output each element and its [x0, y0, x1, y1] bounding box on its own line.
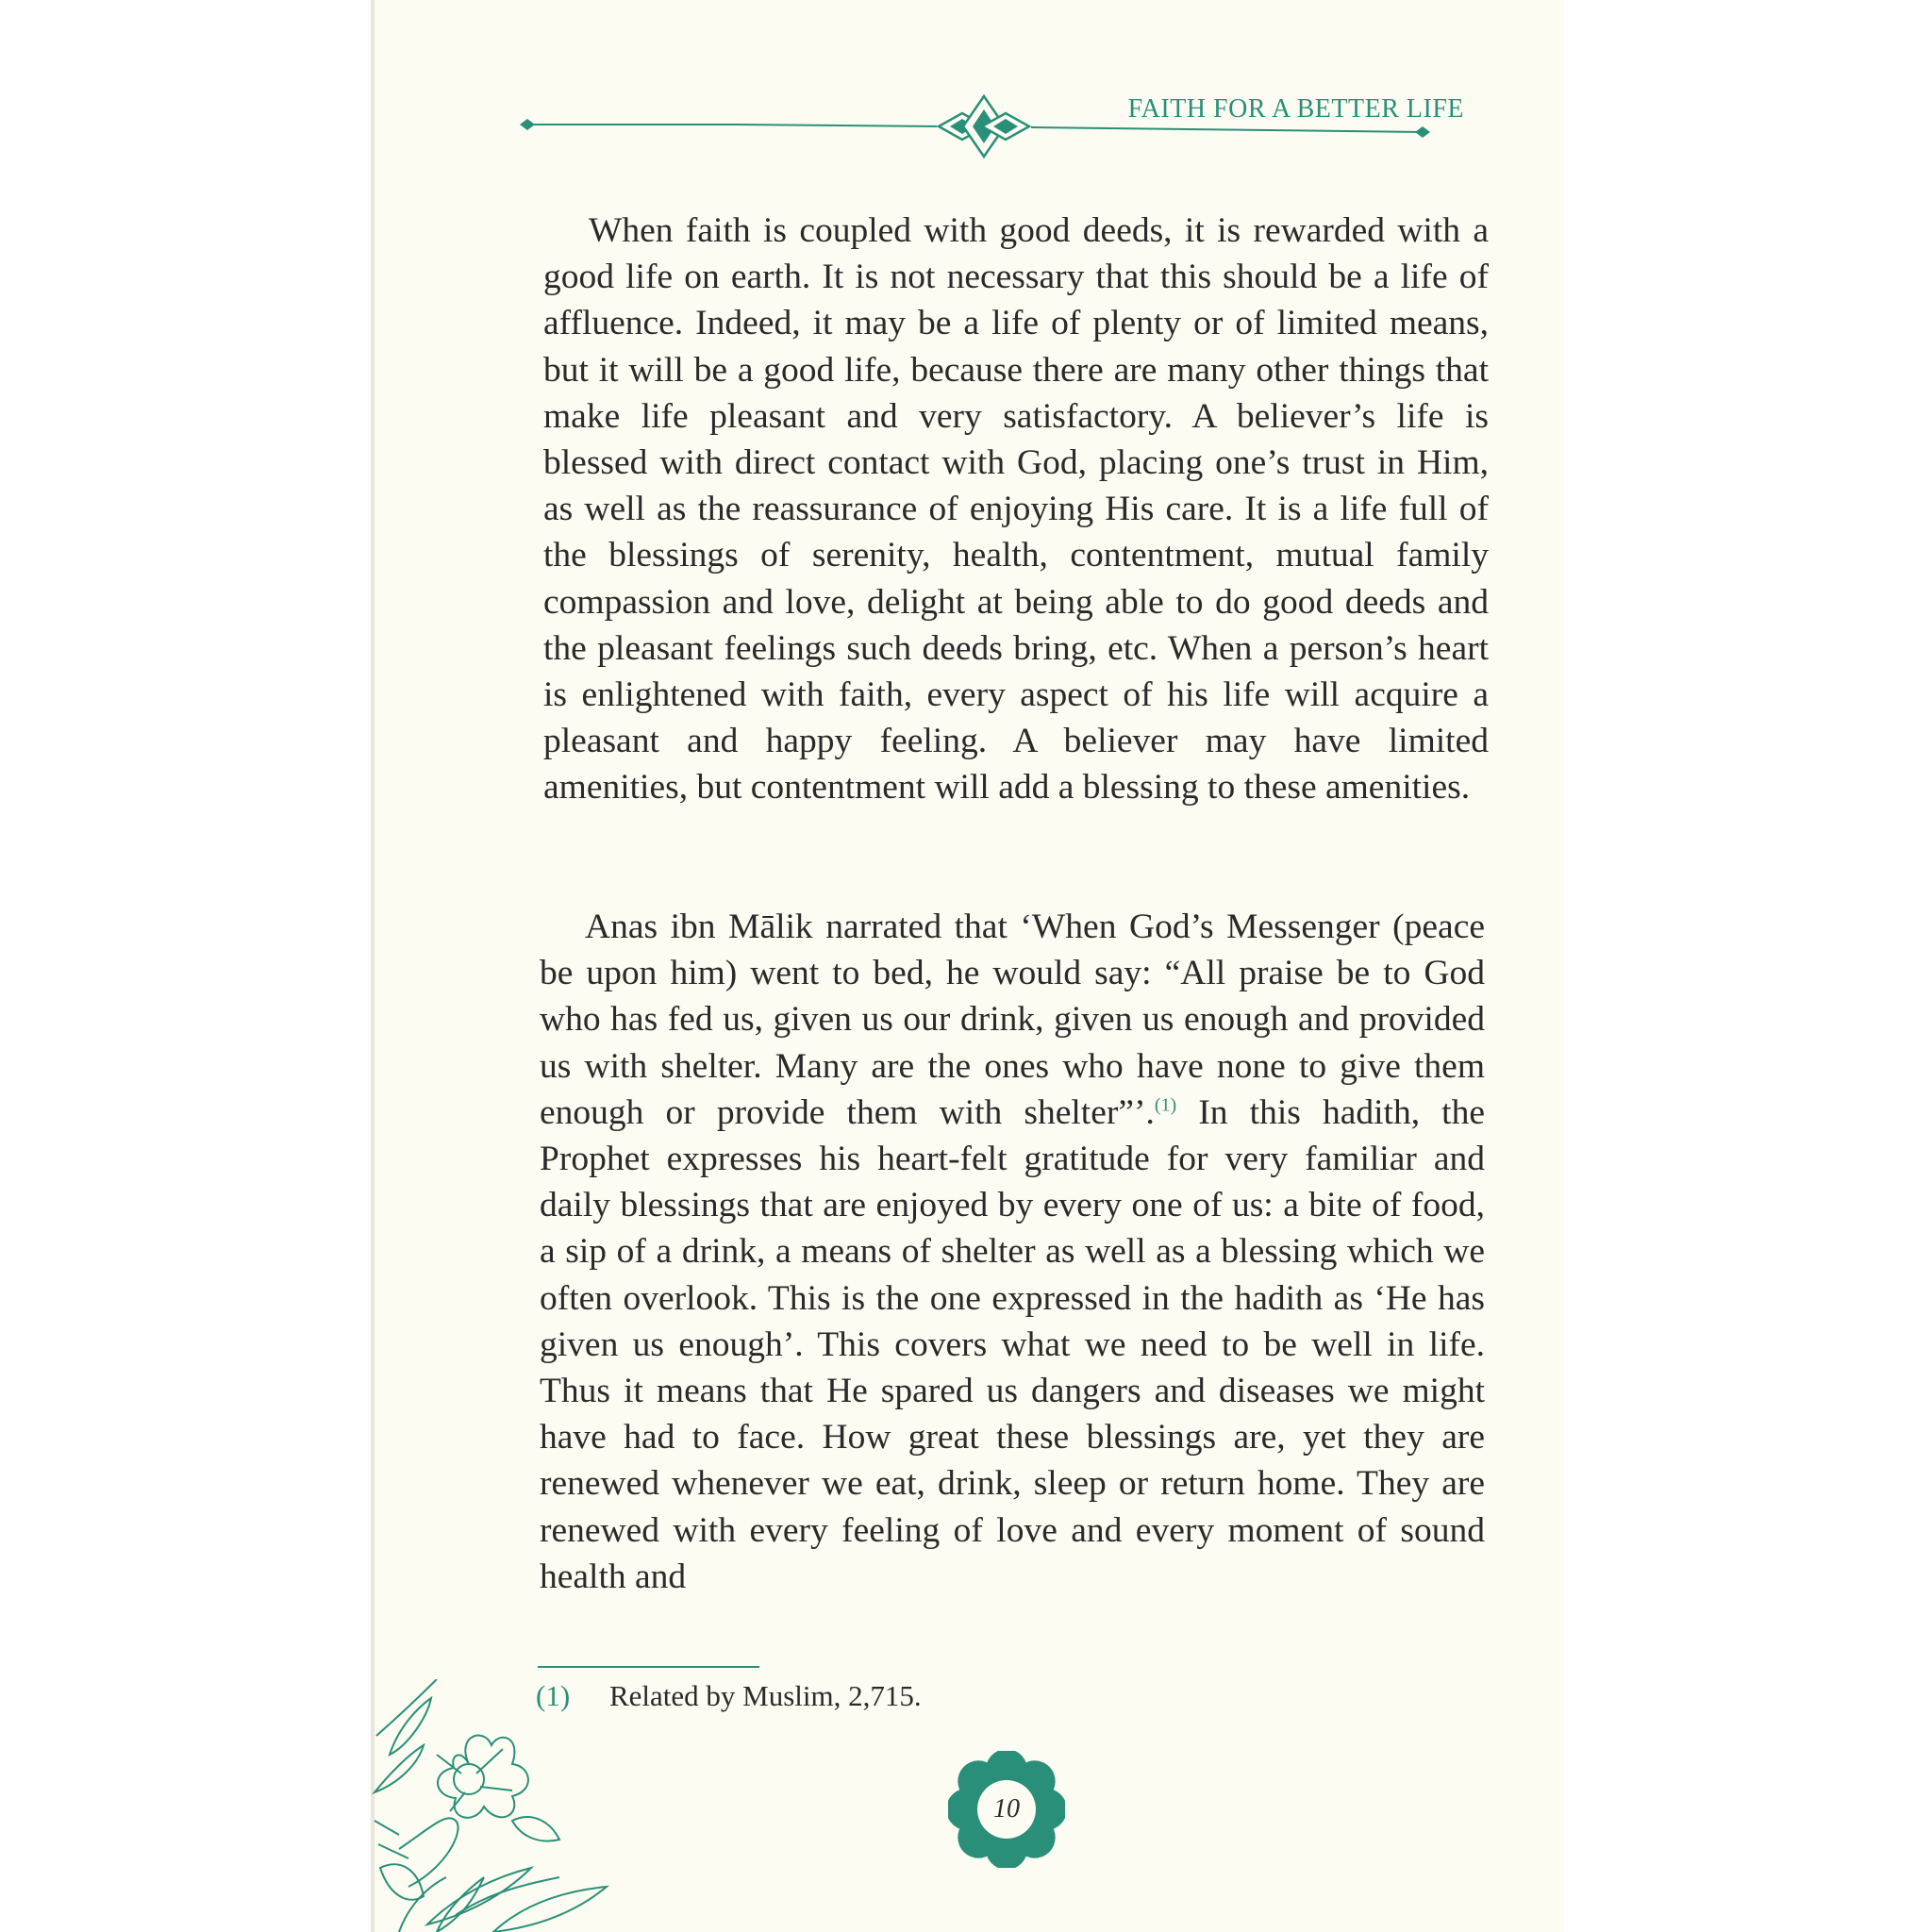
book-page: [371, 0, 1564, 1932]
paragraph-2-part-1: Anas ibn Mālik narrated that ‘When God’s Messenger (peace be upon him) went to bed, he would say: “All praise be to God who has fed us, given us our drink, given us enough and provided us with shelter. Many are the ones who have none to give them enough or provide them with shelter”’.: [540, 908, 1485, 1132]
paragraph-2-part-2: In this hadith, the Prophet expresses his heart-felt gratitude for very familiar and daily blessings that are enjoyed by every one of us: a bite of food, a sip of a drink, a means of shelter as well as a blessing which we often overlook. This is the one expressed in the hadith as ‘He has given us enough’. This covers what we need to be well in life. Thus it means that He spared us dangers and diseases we might have had to face. How great these blessings are, yet they are renewed whenever we eat, drink, sleep or return home. They are renewed with every feeling of love and every moment of sound health and: [540, 1092, 1485, 1596]
footnote-reference[interactable]: (1): [1154, 1094, 1177, 1116]
footnote-text: Related by Muslim, 2,715.: [609, 1679, 922, 1712]
footnote-divider: [538, 1666, 759, 1668]
running-head: [371, 75, 1564, 170]
footnote-number: (1): [536, 1679, 571, 1712]
page-edge: [371, 0, 375, 1932]
page-number: 10: [993, 1794, 1020, 1824]
page-number-badge: [948, 1751, 1065, 1868]
flower-illustration: [371, 1679, 616, 1932]
running-title: FAITH FOR A BETTER LIFE: [1127, 94, 1464, 124]
paragraph-2: [540, 904, 1485, 1600]
paragraph-1: When faith is coupled with good deeds, it is rewarded with a good life on earth. It is not necessary that this should be a life of affluence. Indeed, it may be a life of plenty or of limited means, but it will be a good life, because there are many other things that make life pleasant and very satisfactory. A believer’s life is blessed with direct contact with God, placing one’s trust in Him, as well as the reassurance of enjoying His care. It is a life full of the blessings of serenity, health, contentment, mutual family compassion and love, delight at being able to do good deeds and the pleasant feelings such deeds bring, etc. When a person’s heart is enlightened with faith, every aspect of his life will acquire a pleasant and happy feeling. A believer may have limited amenities, but contentment will add a blessing to these amenities.: [543, 211, 1489, 808]
